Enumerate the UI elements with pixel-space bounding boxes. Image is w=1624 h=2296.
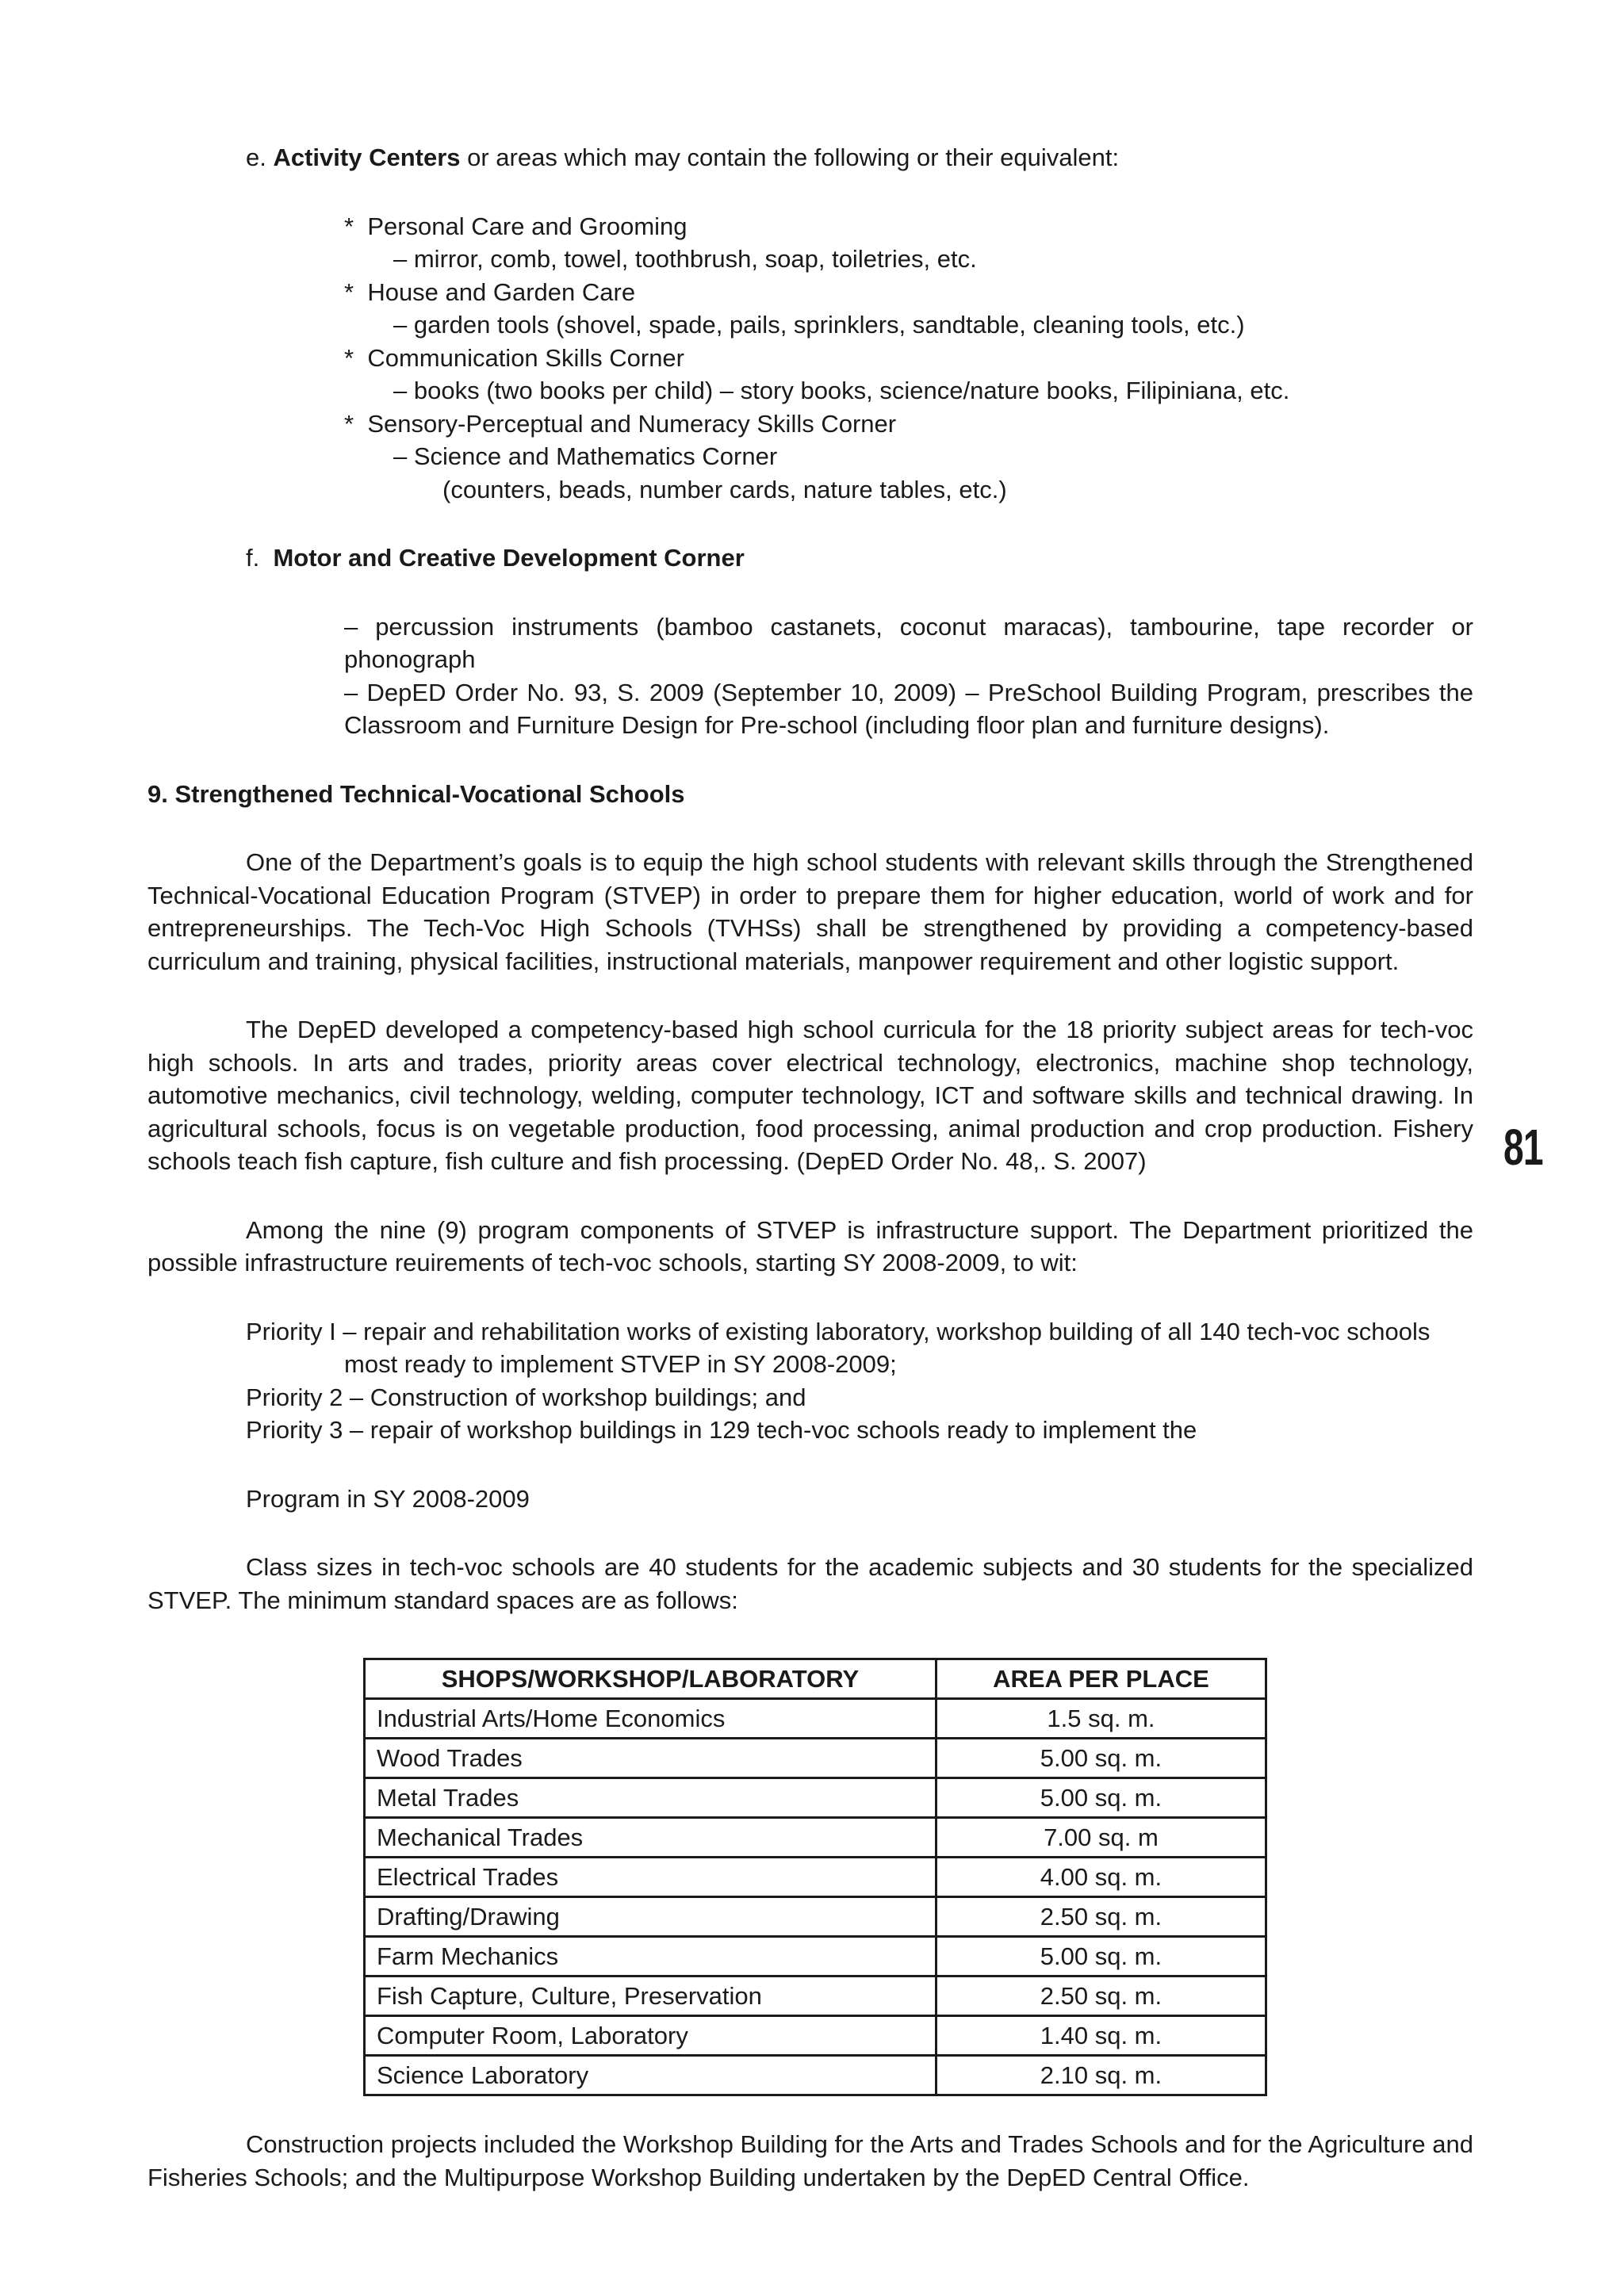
priority-item: Priority 3 – repair of workshop buildings in 129 tech-voc schools ready to implement the xyxy=(246,1416,1197,1444)
body-paragraph: Construction projects included the Workshop Building for the Arts and Trades Schools and for the Agriculture and Fisheries Schools; and the Multipurpose Workshop Building undertaken by the DepED Central Office. xyxy=(147,2130,1473,2191)
table-row xyxy=(365,1858,1266,1897)
section-f-label: f. xyxy=(246,544,260,572)
list-item-text: House and Garden Care xyxy=(367,277,636,306)
section-f-title: Motor and Creative Development Corner xyxy=(273,544,745,572)
list-item-text: Communication Skills Corner xyxy=(367,343,684,372)
table-row xyxy=(365,1699,1266,1739)
shop-name-cell: Computer Room, Laboratory xyxy=(365,2016,936,2056)
area-cell: 1.5 sq. m. xyxy=(936,1699,1266,1739)
section-9-heading xyxy=(147,778,1473,811)
shop-name-cell: Fish Capture, Culture, Preservation xyxy=(365,1976,936,2016)
table-row xyxy=(365,2056,1266,2095)
list-item-text: Personal Care and Grooming xyxy=(367,212,688,240)
shop-name-cell: Metal Trades xyxy=(365,1778,936,1818)
area-cell: 2.50 sq. m. xyxy=(936,1897,1266,1937)
column-header: AREA PER PLACE xyxy=(936,1659,1266,1699)
shop-name-cell: Mechanical Trades xyxy=(365,1818,936,1858)
minimum-spaces-table xyxy=(363,1658,1267,2096)
section-9-heading-text: 9. Strengthened Technical-Vocational Schools xyxy=(147,779,685,808)
priority-item: Priority 2 – Construction of workshop buildings; and xyxy=(246,1383,806,1411)
program-line: Program in SY 2008-2009 xyxy=(246,1484,530,1513)
list-item xyxy=(147,210,1473,243)
body-paragraph: The DepED developed a competency-based high school curricula for the 18 priority subject areas for tech-voc high schools. In arts and trades, priority areas cover electrical technology, electronics, machine shop technology, automotive mechanics, civil technology, welding, computer technology, ICT and software skills and technical drawing. In agricultural schools, focus is on vegetable production, food processing, animal production and crop production. Fishery schools teach fish capture, fish culture and fish processing. (DepED Order No. 48,. S. 2007) xyxy=(147,1016,1473,1175)
area-cell: 7.00 sq. m xyxy=(936,1818,1266,1858)
area-cell: 2.10 sq. m. xyxy=(936,2056,1266,2095)
list-item xyxy=(147,276,1473,309)
area-cell: 2.50 sq. m. xyxy=(936,1976,1266,2016)
list-sub-item: – Science and Mathematics Corner xyxy=(393,442,778,470)
area-cell: 1.40 sq. m. xyxy=(936,2016,1266,2056)
table-row xyxy=(365,1818,1266,1858)
table-row xyxy=(365,1739,1266,1778)
shop-name-cell: Wood Trades xyxy=(365,1739,936,1778)
list-item-text: Sensory-Perceptual and Numeracy Skills Corner xyxy=(367,409,897,438)
priority-item-continuation: most ready to implement STVEP in SY 2008-2009; xyxy=(344,1350,897,1378)
shop-name-cell: Electrical Trades xyxy=(365,1858,936,1897)
shop-name-cell: Farm Mechanics xyxy=(365,1937,936,1976)
shop-name-cell: Science Laboratory xyxy=(365,2056,936,2095)
section-f-paragraph: – percussion instruments (bamboo castanets, coconut maracas), tambourine, tape recorder or phonograph xyxy=(344,612,1473,673)
table-header-row xyxy=(365,1659,1266,1699)
bullet-mark: * xyxy=(344,409,354,438)
table-row xyxy=(365,1937,1266,1976)
column-header: SHOPS/WORKSHOP/LABORATORY xyxy=(365,1659,936,1699)
area-cell: 5.00 sq. m. xyxy=(936,1937,1266,1976)
list-item xyxy=(147,408,1473,441)
list-item xyxy=(147,342,1473,375)
body-paragraph: Among the nine (9) program components of STVEP is infrastructure support. The Department prioritized the possible infrastructure reuirements of tech-voc schools, starting SY 2008-2009, to wit: xyxy=(147,1215,1473,1276)
section-f-paragraph: – DepED Order No. 93, S. 2009 (September 10, 2009) – PreSchool Building Program, prescribes the Classroom and Furniture Design for Pre-school (including floor plan and furniture designs). xyxy=(344,678,1473,739)
page-number: 81 xyxy=(1503,1119,1543,1176)
table-row xyxy=(365,1778,1266,1818)
area-cell: 4.00 sq. m. xyxy=(936,1858,1266,1897)
document-page xyxy=(147,141,1473,2194)
section-e-label: e. xyxy=(246,144,266,171)
bullet-mark: * xyxy=(344,277,354,306)
list-sub-item: – mirror, comb, towel, toothbrush, soap, toiletries, etc. xyxy=(393,245,977,273)
bullet-mark: * xyxy=(344,343,354,372)
area-cell: 5.00 sq. m. xyxy=(936,1778,1266,1818)
activity-centers-list xyxy=(147,210,1473,507)
section-f-heading xyxy=(147,541,1473,575)
priority-item: Priority I – repair and rehabilitation works of existing laboratory, workshop building of all 140 tech-voc schools xyxy=(246,1317,1431,1345)
section-e-title: Activity Centers xyxy=(273,144,461,171)
shop-name-cell: Drafting/Drawing xyxy=(365,1897,936,1937)
body-paragraph: One of the Department’s goals is to equip the high school students with relevant skills through the Strengthened Technical-Vocational Education Program (STVEP) in order to prepare them for higher education, world of work and for entrepreneurships. The Tech-Voc High Schools (TVHSs) shall be strengthened by providing a competency-based curriculum and training, physical facilities, instructional materials, manpower requirement and other logistic support. xyxy=(147,848,1473,975)
bullet-mark: * xyxy=(344,212,354,240)
list-sub-item: – garden tools (shovel, spade, pails, sprinklers, sandtable, cleaning tools, etc.) xyxy=(393,311,1245,339)
body-paragraph: Class sizes in tech-voc schools are 40 students for the academic subjects and 30 students for the specialized STVEP. The minimum standard spaces are as follows: xyxy=(147,1553,1473,1614)
list-sub-sub-item: (counters, beads, number cards, nature tables, etc.) xyxy=(442,475,1007,503)
section-e-intro xyxy=(147,141,1473,174)
area-cell: 5.00 sq. m. xyxy=(936,1739,1266,1778)
shop-name-cell: Industrial Arts/Home Economics xyxy=(365,1699,936,1739)
table-row xyxy=(365,1976,1266,2016)
table-row xyxy=(365,1897,1266,1937)
section-e-intro-text: or areas which may contain the following or their equivalent: xyxy=(460,144,1120,171)
list-sub-item: – books (two books per child) – story books, science/nature books, Filipiniana, etc. xyxy=(393,377,1290,404)
table-row xyxy=(365,2016,1266,2056)
